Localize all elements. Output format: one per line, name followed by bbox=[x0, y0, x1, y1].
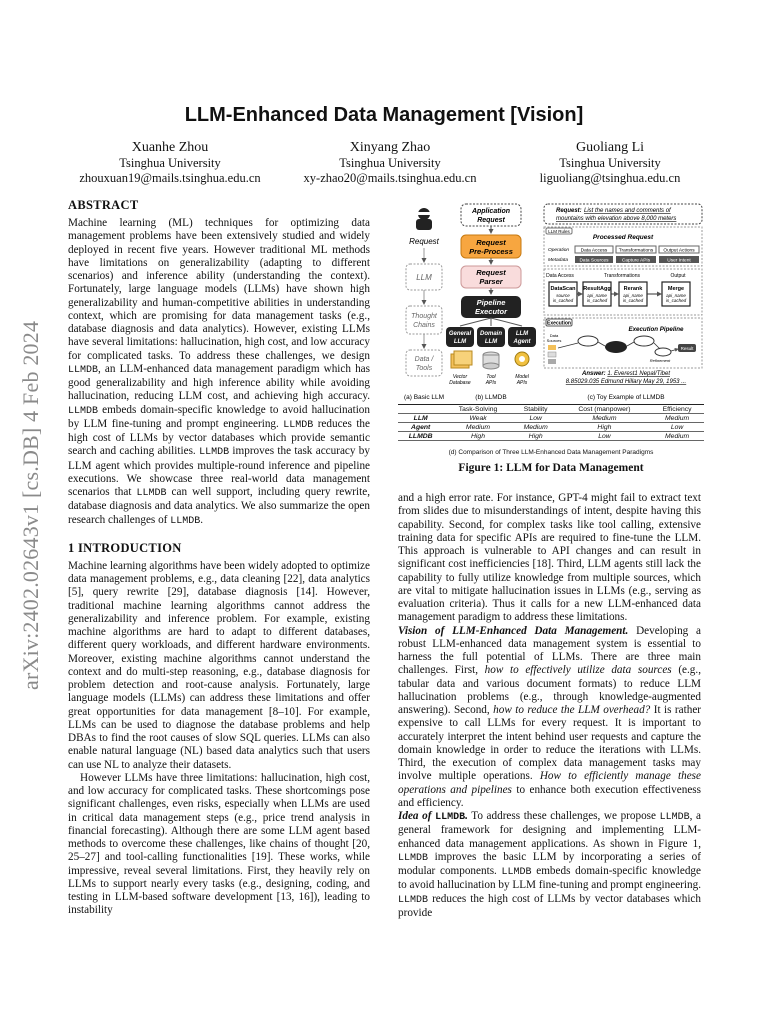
svg-text:LLM: LLM bbox=[484, 339, 498, 345]
author-2 bbox=[280, 140, 500, 186]
svg-text:Vector: Vector bbox=[452, 374, 468, 380]
svg-text:Data Access: Data Access bbox=[546, 273, 574, 279]
rerank-step bbox=[619, 282, 647, 306]
toy-example-panel bbox=[544, 204, 702, 401]
intro-paragraph-1: Machine learning algorithms have been widely adopted to optimize data management problems, e.g., data cleaning [22], data analytics [5], query rewrite [29], database diagnosis [14]. However, traditional machine learning algorithms cannot address the generalizability and inference problem. For example, existing machine algorithms are hard to adapt to different databases, different query workloads, and different hardware environments. Moreover, existing machine algorithms cannot understand the context and do multi-step reasoning, e.g., database diagnosis for problem detection and root-cause analysis. Fortunately, large language models (LLMs) can address these limitations and offer great opportunities for data management [8–10]. For example, LLMs can be used to diagnose the database problems and help DBAs to find the root causes of slow SQL queries. LLMs can also enable natural language (NL) based data analytics such that users can use NL to analyze their datasets. bbox=[68, 559, 370, 771]
svg-text:Metadata: Metadata bbox=[548, 258, 569, 263]
svg-text:Transformations: Transformations bbox=[604, 273, 640, 279]
svg-text:source: source bbox=[556, 293, 570, 298]
toy-example-caption: (c) Toy Example of LLMDB bbox=[587, 394, 665, 401]
svg-text:api_name: api_name bbox=[587, 293, 607, 298]
svg-text:General: General bbox=[448, 331, 472, 337]
author-affiliation: Tsinghua University bbox=[559, 156, 661, 170]
basic-llm-caption: (a) Basic LLM bbox=[403, 394, 445, 401]
left-column bbox=[68, 198, 370, 918]
svg-text:Parser: Parser bbox=[479, 277, 503, 286]
author-list bbox=[60, 140, 720, 186]
svg-text:api_name: api_name bbox=[666, 293, 686, 298]
svg-text:Answer: 1. Everest1 Nepal/Tib: Answer: 1. Everest1 Nepal/Tibet bbox=[582, 371, 670, 377]
svg-text:Execution Pipeline: Execution Pipeline bbox=[628, 326, 684, 333]
svg-text:8.85029.035 Edmund Hillary M: 8.85029.035 Edmund Hillary May 29, 1953 ... bbox=[565, 379, 687, 385]
author-3 bbox=[500, 140, 720, 186]
thought-chains-box bbox=[406, 306, 442, 334]
svg-text:APIs: APIs bbox=[516, 380, 528, 386]
tool-apis-icon bbox=[483, 352, 499, 369]
author-name: Guoliang Li bbox=[575, 140, 645, 155]
svg-text:Output: Output bbox=[670, 273, 686, 279]
svg-text:User Intent: User Intent bbox=[667, 258, 691, 264]
llmdb-caption: (b) LLMDB bbox=[475, 394, 507, 401]
svg-text:Data /: Data / bbox=[414, 356, 434, 363]
svg-text:Thought: Thought bbox=[411, 313, 437, 320]
svg-text:Tool: Tool bbox=[486, 374, 496, 380]
datascan-step bbox=[549, 282, 577, 306]
svg-text:Tools: Tools bbox=[415, 365, 433, 372]
llmdb-panel bbox=[446, 204, 536, 401]
svg-text:is_cached: is_cached bbox=[622, 298, 644, 303]
svg-text:Result: Result bbox=[680, 345, 694, 351]
svg-text:Request: Request bbox=[476, 238, 506, 247]
svg-text:Refinement: Refinement bbox=[649, 358, 671, 363]
svg-text:Application: Application bbox=[471, 208, 511, 215]
comparison-table bbox=[398, 404, 704, 441]
svg-text:APIs: APIs bbox=[485, 380, 497, 386]
svg-text:Agent: Agent bbox=[513, 339, 531, 345]
svg-text:is_cached: is_cached bbox=[552, 298, 574, 303]
table-row: LLMDB High High Low Medium bbox=[398, 432, 704, 441]
model-apis-icon bbox=[515, 352, 529, 366]
author-email[interactable]: xy-zhao20@mails.tsinghua.edu.cn bbox=[303, 171, 477, 185]
svg-text:Execution: Execution bbox=[547, 320, 571, 327]
svg-text:Output Actions: Output Actions bbox=[663, 248, 695, 254]
author-email[interactable]: liguoliang@tsinghua.edu.cn bbox=[539, 171, 681, 185]
svg-text:Chains: Chains bbox=[413, 322, 435, 329]
svg-text:Database: Database bbox=[449, 380, 471, 386]
author-name: Xuanhe Zhou bbox=[131, 140, 209, 155]
figure-caption: Figure 1: LLM for Data Management bbox=[458, 462, 644, 474]
right-paragraph-1: and a high error rate. For instance, GPT-4 might fail to extract text from slides due to misunderstandings of intent, despite having this capability. Second, for complex tasks like tool calling, extensive training data for specific APIs are required to fine-tune the LLM. This approach is vulnerable to API changes and can result in significant cost inefficiencies [18]. Third, LLM agents still lack the capability to fully utilize knowledge from multiple sources, which are vital to mitigate hallucination issues in LLMs (e.g., serving as evaluation criteria). Thus it calls for a new LLM-enhanced data management paradigm to address these limitations. bbox=[398, 492, 701, 624]
svg-text:LLM: LLM bbox=[453, 339, 467, 345]
svg-text:Request: Request bbox=[476, 268, 506, 277]
svg-text:Request: Request bbox=[477, 217, 505, 224]
svg-text:is_cached: is_cached bbox=[586, 298, 608, 303]
vision-paragraph: Vision of LLM-Enhanced Data Management. Developing a robust LLM-enhanced data management system is essential to harness the full potential of LLMs. There are three main challenges. First, how to effectively utilize data sources (e.g., tabular data and various document formats) to reduce LLM hallucination problems (e.g., through knowledge-augmented answering). Second, how to reduce the LLM overhead? It is rather expensive to call LLMs for every request. It is important to accurately interpret the intent behind user requests and capture the domain knowledge in order to reduce the iterations with LLMs. Third, the execution of complex data management tasks may involve multiple operations. How to efficiently manage these operations and pipelines to enhance both execution effectiveness and efficiency. bbox=[398, 624, 702, 809]
svg-text:Rerank: Rerank bbox=[623, 286, 643, 292]
introduction-heading: 1 INTRODUCTION bbox=[68, 540, 182, 555]
paper-title: LLM-Enhanced Data Management [Vision] bbox=[184, 104, 584, 126]
svg-text:is_cached: is_cached bbox=[665, 298, 687, 303]
user-icon bbox=[416, 208, 432, 230]
svg-text:Merge: Merge bbox=[667, 286, 685, 292]
svg-text:Transformations: Transformations bbox=[618, 248, 654, 254]
svg-text:Executor: Executor bbox=[474, 307, 508, 316]
svg-text:Model: Model bbox=[515, 374, 529, 380]
author-name: Xinyang Zhao bbox=[349, 140, 431, 155]
svg-text:Data: Data bbox=[549, 333, 559, 338]
svg-text:DataScan: DataScan bbox=[550, 286, 576, 292]
merge-step bbox=[662, 282, 690, 306]
table-caption: (d) Comparison of Three LLM-Enhanced Data Management Paradigms bbox=[448, 449, 654, 456]
data-tools-box bbox=[406, 350, 442, 376]
table-row: Agent Medium Medium High Low bbox=[398, 423, 704, 432]
svg-text:Domain: Domain bbox=[479, 331, 503, 337]
resultagg-step bbox=[583, 282, 611, 306]
svg-text:Data Sources: Data Sources bbox=[579, 258, 609, 264]
abstract-text: Machine learning (ML) techniques for optimizing data management problems have been extensively studied and widely deployed in recent five years. However traditional ML methods have limitations on generalizability (adapting to different scenarios) and inference ability (understanding the context). Fortunately, large language models (LLMs) have shown high generalizability and human-competitive abilities in understanding context, which are promising for data management tasks (e.g., database diagnosis and data analytics). However, existing LLMs have several limitations: hallucination, high cost, and low accuracy for complicated tasks. To address these challenges, we design LLMDB, an LLM-enhanced data management paradigm which has good generalizability and high inference ability while avoiding hallucination, reducing LLM cost, and achieving high accuracy. LLMDB embeds domain-specific knowledge to avoid hallucination by LLM fine-tuning and prompt engineering. LLMDB reduces the high cost of LLMs by vector databases which provide semantic search and caching abilities. LLMDB improves the task accuracy by LLM agent which provides multiple-round inference and pipeline executions. We showcase three real-world data management scenarios that LLMDB can well support, including query rewrite, database diagnosis and data analytics. We also summarize the open research challenges of LLMDB. bbox=[68, 217, 371, 527]
svg-text:Processed Request: Processed Request bbox=[592, 234, 654, 241]
svg-text:api_name: api_name bbox=[623, 293, 643, 298]
author-1 bbox=[60, 140, 280, 186]
svg-text:ResultAgg: ResultAgg bbox=[583, 286, 611, 292]
svg-text:LLM: LLM bbox=[515, 331, 529, 337]
svg-text:Capture APIs: Capture APIs bbox=[621, 258, 651, 264]
basic-request-label: Request bbox=[409, 237, 439, 246]
abstract-heading: ABSTRACT bbox=[68, 198, 139, 212]
arxiv-identifier: arXiv:2402.02643v1 [cs.DB] 4 Feb 2024 bbox=[18, 320, 43, 690]
svg-text:Pre-Process: Pre-Process bbox=[469, 247, 513, 256]
table-row: LLM Weak Low Medium Medium bbox=[398, 414, 704, 423]
svg-text:Sources: Sources bbox=[546, 338, 562, 343]
basic-llm-panel bbox=[404, 208, 444, 401]
basic-llm-label: LLM bbox=[416, 273, 432, 282]
table-header-row: Task-Solving Stability Cost (manpower) Efficiency bbox=[398, 405, 704, 414]
author-email[interactable]: zhouxuan19@mails.tsinghua.edu.cn bbox=[79, 171, 261, 185]
figure-1 bbox=[398, 200, 704, 480]
intro-paragraph-2: However LLMs have three limitations: hallucination, high cost, and low accuracy for complicated tasks. These shortcomings pose significant challenges, even risks, especially when LLMs are used in critical data management steps (e.g., price trend analysis in financial forecasting). Although there are some LLM agent based methods to overcome these challenges, like chains of thought [20, 25–27] and tool-calling functionalities [19]. These works, while impressive, reveal several limitations. First, they heavily rely on LLMs to support nearly every tasks (e.g., designing, coding, and testing in LLM-based software development [13, 16]), leading to instability bbox=[68, 771, 370, 917]
svg-text:Operation: Operation bbox=[548, 248, 570, 253]
data-source-icons bbox=[548, 345, 556, 364]
vector-database-icon bbox=[451, 351, 472, 368]
svg-text:mountains with elevation above: mountains with elevation above 8,000 meters bbox=[556, 216, 677, 222]
svg-text:LLM Rules: LLM Rules bbox=[548, 229, 570, 234]
svg-text:Pipeline: Pipeline bbox=[476, 298, 506, 307]
author-affiliation: Tsinghua University bbox=[339, 156, 441, 170]
author-affiliation: Tsinghua University bbox=[119, 156, 221, 170]
idea-paragraph: Idea of LLMDB. To address these challenges, we propose LLMDB, a general framework for designing and implementing LLM-enhanced data management applications. As shown in Figure 1, LLMDB improves the basic LLM by incorporating a series of modular components. LLMDB embeds domain-specific knowledge to avoid hallucination by LLM fine-tuning and prompt engineering. LLMDB reduces the high cost of LLMs by vector databases which provide bbox=[398, 810, 701, 919]
svg-text:Data Access: Data Access bbox=[580, 248, 608, 254]
svg-text:Request:: Request: bbox=[556, 208, 582, 214]
svg-text:List the names and comments of: List the names and comments of bbox=[584, 208, 671, 214]
right-column bbox=[398, 492, 701, 920]
